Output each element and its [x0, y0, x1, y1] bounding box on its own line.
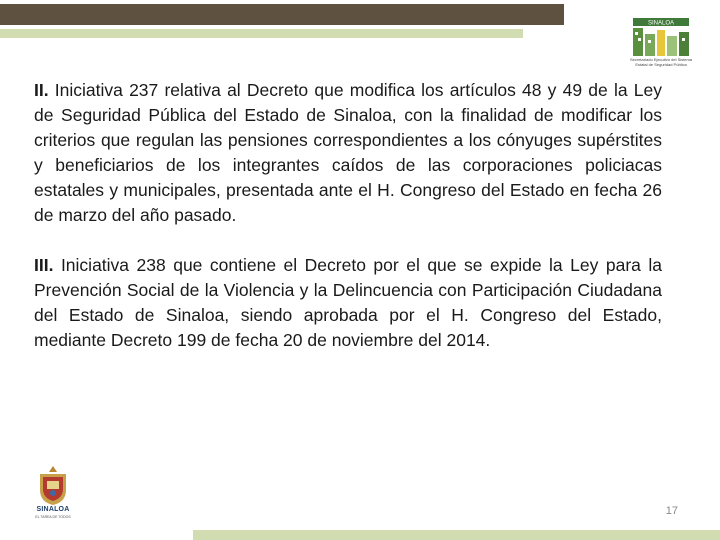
footer-logo-tagline: EL TAREA DE TODOS — [35, 515, 71, 519]
logo-caption-line-2: Estatal de Seguridad Pública — [635, 62, 687, 67]
sinaloa-logo — [26, 464, 80, 526]
document-body — [34, 78, 662, 353]
paragraph-number: II. — [34, 80, 49, 100]
page-number: 17 — [665, 505, 678, 517]
paragraph-number: III. — [34, 255, 54, 275]
footer-logo-word: SINALOA — [36, 506, 70, 513]
paragraph-text: Iniciativa 238 que contiene el Decreto por el que se expide la Ley para la Prevención Social de la Violencia y la Delincuencia con Participación Ciudadana del Estado de Sinaloa, siendo aprobada por el H. Congreso del Estado, mediante Decreto 199 de fecha 20 de noviembre del 2014. — [34, 255, 662, 350]
logo-caption-line-1: Secretariado Ejecutivo del Sistema — [629, 57, 693, 62]
sesesp-logo — [629, 16, 693, 78]
paragraph-ii — [34, 78, 662, 228]
coat-of-arms-icon — [26, 464, 80, 506]
paragraph-iii — [34, 253, 662, 353]
footer-green-bar — [193, 530, 720, 540]
logo-label: SINALOA — [647, 20, 675, 27]
header-green-bar — [0, 29, 523, 38]
paragraph-text: Iniciativa 237 relativa al Decreto que modifica los artículos 48 y 49 de la Ley de Seguridad Pública del Estado de Sinaloa, con la finalidad de modificar los criterios que regulan las pensiones correspondientes a los cónyuges supérstites y beneficiarios de los integrantes caídos de las corporaciones policiacas estatales y municipales, presentada ante el H. Congreso del Estado en fecha 26 de marzo del año pasado. — [34, 80, 662, 225]
sesesp-emblem-icon — [629, 16, 693, 58]
header-brown-bar — [0, 4, 564, 25]
